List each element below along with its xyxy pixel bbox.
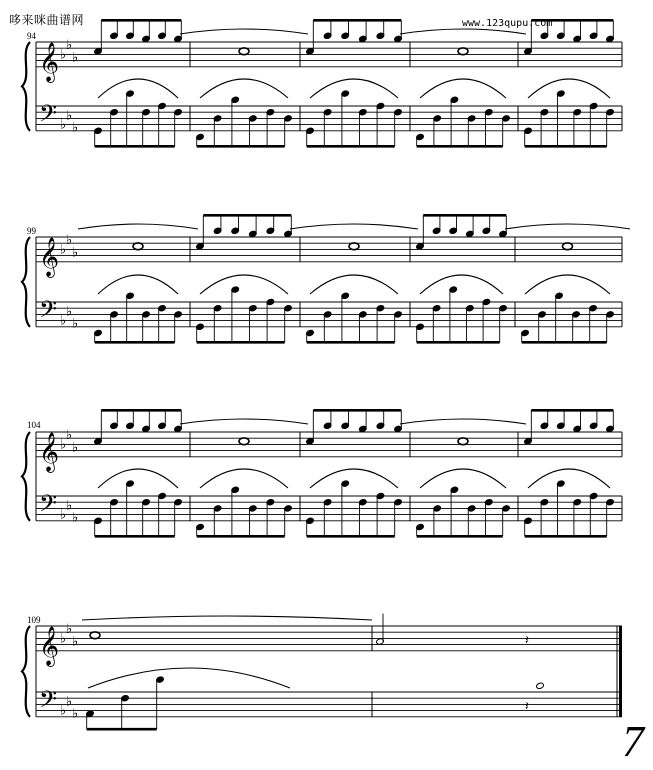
system-2-bass-clef: 𝄢 [39, 295, 58, 329]
system-3-m1-bass-slur [98, 469, 178, 488]
system-2-m2-bass-slur [200, 275, 288, 294]
system-1-m1-bass-slur [98, 79, 178, 98]
system-4-treble-tie [82, 616, 372, 620]
system-4-bass-flat: ♭ [72, 706, 79, 722]
system-2-treble-flat: ♭ [66, 233, 73, 249]
system-4-bass-clef: 𝄢 [39, 685, 58, 719]
system-1-bass-clef: 𝄢 [39, 99, 58, 133]
system-1-bass-flat: ♭ [60, 117, 67, 133]
system-4-treble-rest: 𝄽 [525, 633, 529, 649]
system-1-m5-bass-slur [528, 79, 610, 98]
system-2-m3-treble-whole-note [349, 243, 359, 250]
page-number: 7 [622, 717, 644, 766]
system-3-m2-treble-tie [180, 419, 308, 424]
system-2-bass-flat: ♭ [66, 304, 73, 320]
system-3-bass-flat: ♭ [60, 507, 67, 523]
system-2-m3-treble-tie [290, 224, 418, 229]
system-3-m4-treble-tie [400, 419, 526, 424]
system-3-bass-flat: ♭ [72, 510, 79, 526]
measure-number-system-3: 104 [27, 420, 41, 430]
system-3-bass-clef: 𝄢 [39, 489, 58, 523]
system-2-brace [22, 237, 30, 327]
system-4-bass-half-note [536, 682, 545, 689]
system-1-m4-treble-tie [400, 29, 526, 34]
system-2-bass-flat: ♭ [60, 313, 67, 329]
measure-number-system-4: 109 [27, 615, 41, 625]
system-3-m3-bass-slur [310, 469, 398, 488]
system-4-bass-rest: 𝄽 [525, 699, 529, 715]
measure-number-system-2: 99 [27, 226, 36, 236]
system-2-treble-flat: ♭ [60, 242, 67, 258]
system-2-bass-flat: ♭ [72, 316, 79, 332]
system-1-brace [22, 42, 30, 131]
system-2-m5-treble-whole-note [563, 243, 573, 250]
system-1-treble-clef: 𝄞 [39, 41, 60, 82]
system-4-bass-flat: ♭ [66, 694, 73, 710]
system-1-m3-bass-slur [310, 79, 398, 98]
system-2-m5-treble-tie [505, 224, 630, 229]
system-1-treble-flat: ♭ [60, 47, 67, 63]
system-2-m5-bass-slur [525, 275, 610, 294]
measure-number-system-1: 94 [27, 31, 36, 41]
site-url: www.123qupu.com [462, 18, 553, 29]
system-1-bass-flat: ♭ [72, 120, 79, 136]
system-1-treble-flat: ♭ [66, 38, 73, 54]
system-3-treble-flat: ♭ [72, 440, 79, 456]
system-4-treble-clef: 𝄞 [39, 625, 60, 666]
system-2-m3-bass-slur [310, 275, 398, 294]
system-4-final-barline-thick [619, 626, 622, 717]
system-4-treble-flat: ♭ [60, 631, 67, 647]
system-3-treble-flat: ♭ [60, 437, 67, 453]
system-4-brace [22, 626, 30, 717]
system-1-m2-treble-tie [180, 29, 308, 34]
system-4-treble-whole-note [90, 632, 100, 639]
system-3-brace [22, 432, 30, 521]
system-3-m4-treble-whole-note [458, 438, 468, 445]
system-3-bass-flat: ♭ [66, 498, 73, 514]
system-4-treble-flat: ♭ [66, 622, 73, 638]
system-2-m4-bass-slur [420, 275, 503, 294]
system-1-bass-flat: ♭ [66, 108, 73, 124]
system-3-m2-treble-whole-note [239, 438, 249, 445]
system-1-m4-bass-slur [420, 79, 506, 98]
system-3-treble-clef: 𝄞 [39, 431, 60, 472]
system-4-bass-slur [88, 668, 290, 688]
system-4-bass-flat: ♭ [60, 703, 67, 719]
system-1-m2-bass-slur [200, 79, 288, 98]
system-3-m4-bass-slur [420, 469, 506, 488]
site-name: 哆来咪曲谱网 [9, 13, 85, 27]
system-3-m2-bass-slur [200, 469, 288, 488]
system-1-m4-treble-whole-note [458, 48, 468, 55]
system-2-m1-treble-whole-note [133, 243, 143, 250]
system-2-treble-flat: ♭ [72, 245, 79, 261]
music-engraving [22, 20, 630, 729]
system-2-treble-clef: 𝄞 [39, 236, 60, 277]
system-3-m5-bass-slur [528, 469, 610, 488]
system-4-treble-flat: ♭ [72, 634, 79, 650]
system-2-m1-treble-tie [78, 224, 198, 229]
system-1-treble-flat: ♭ [72, 50, 79, 66]
system-2-m1-bass-slur [98, 275, 178, 294]
system-3-treble-flat: ♭ [66, 428, 73, 444]
system-1-m2-treble-whole-note [239, 48, 249, 55]
